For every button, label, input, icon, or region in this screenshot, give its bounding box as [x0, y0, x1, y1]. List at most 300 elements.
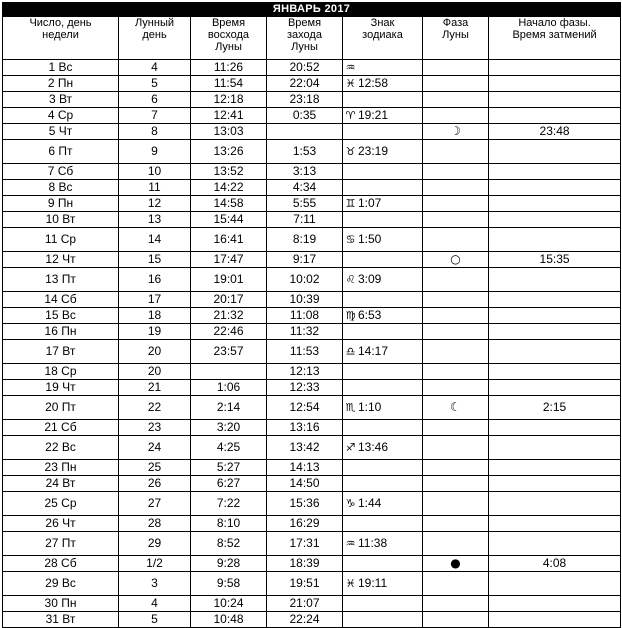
zodiac-cell [343, 252, 423, 268]
phase-cell [423, 476, 489, 492]
day-cell: 6 Пт [3, 140, 119, 164]
header-row [3, 17, 621, 60]
phase-cell [423, 556, 489, 572]
zodiac-time: 1:50 [358, 232, 382, 246]
phase-start-cell [489, 196, 621, 212]
day-cell: 30 Пн [3, 596, 119, 612]
day-cell: 7 Сб [3, 164, 119, 180]
day-cell: 19 Чт [3, 380, 119, 396]
moonrise-cell: 12:41 [191, 108, 267, 124]
phase-start-cell [489, 308, 621, 324]
day-cell: 25 Ср [3, 492, 119, 516]
pisces-icon: ♓ [345, 577, 356, 590]
moonset-cell: 18:39 [267, 556, 343, 572]
phase-start-cell [489, 180, 621, 196]
header-text: Луны [442, 29, 469, 41]
zodiac-cell [343, 180, 423, 196]
zodiac-cell [343, 308, 423, 324]
header-text: захода [287, 29, 322, 41]
day-cell: 1 Вс [3, 60, 119, 76]
lunar-day-cell: 16 [119, 268, 191, 292]
phase-start-cell [489, 436, 621, 460]
lunar-day-cell: 24 [119, 436, 191, 460]
calendar-rows [3, 60, 621, 628]
aquarius-icon: ♒ [345, 61, 356, 74]
phase-cell [423, 308, 489, 324]
zodiac-cell [343, 340, 423, 364]
moonrise-cell: 17:47 [191, 252, 267, 268]
moonrise-cell: 12:18 [191, 92, 267, 108]
phase-cell [423, 340, 489, 364]
moonset-cell: 7:11 [267, 212, 343, 228]
moonrise-cell: 11:26 [191, 60, 267, 76]
phase-start-cell [489, 532, 621, 556]
phase-start-cell [489, 228, 621, 252]
header-text: восхода [207, 29, 250, 41]
table-row [3, 516, 621, 532]
phase-start-cell [489, 596, 621, 612]
header-day-week [3, 17, 119, 60]
zodiac-time: 11:38 [358, 536, 388, 550]
full-moon-icon: ○ [450, 252, 461, 266]
moonset-cell: 14:50 [267, 476, 343, 492]
leo-icon: ♌ [345, 273, 356, 286]
zodiac-time: 19:21 [358, 108, 389, 122]
zodiac-cell [343, 612, 423, 628]
table-row [3, 556, 621, 572]
table-row [3, 596, 621, 612]
day-cell: 17 Вт [3, 340, 119, 364]
header-text: Луны [215, 41, 242, 53]
table-row [3, 364, 621, 380]
zodiac-time: 13:46 [358, 440, 389, 454]
phase-start-cell [489, 268, 621, 292]
moonset-cell: 4:34 [267, 180, 343, 196]
phase-cell [423, 396, 489, 420]
cancer-icon: ♋ [345, 233, 356, 246]
moonrise-cell: 9:28 [191, 556, 267, 572]
header-phase [423, 17, 489, 60]
moonset-cell: 14:13 [267, 460, 343, 476]
table-row [3, 140, 621, 164]
lunar-day-cell: 4 [119, 60, 191, 76]
zodiac-time: 19:11 [358, 576, 388, 590]
moonset-cell: 0:35 [267, 108, 343, 124]
lunar-day-cell: 5 [119, 76, 191, 92]
lunar-day-cell: 29 [119, 532, 191, 556]
moonset-cell: 8:19 [267, 228, 343, 252]
moonrise-cell: 22:46 [191, 324, 267, 340]
virgo-icon: ♍ [345, 309, 356, 322]
moonset-cell: 13:16 [267, 420, 343, 436]
phase-start-cell [489, 60, 621, 76]
table-row [3, 92, 621, 108]
table-row [3, 268, 621, 292]
phase-cell [423, 140, 489, 164]
zodiac-time: 12:58 [358, 76, 389, 90]
moonset-cell: 12:33 [267, 380, 343, 396]
aquarius-icon: ♒ [345, 537, 356, 550]
moonrise-cell: 23:57 [191, 340, 267, 364]
lunar-day-cell: 3 [119, 572, 191, 596]
phase-cell [423, 612, 489, 628]
zodiac-time: 1:07 [358, 196, 382, 210]
moonset-cell: 17:31 [267, 532, 343, 556]
moonset-cell: 23:18 [267, 92, 343, 108]
lunar-day-cell: 4 [119, 596, 191, 612]
zodiac-time: 1:44 [358, 496, 382, 510]
zodiac-cell [343, 164, 423, 180]
day-cell: 20 Пт [3, 396, 119, 420]
day-cell: 8 Вс [3, 180, 119, 196]
lunar-day-cell: 6 [119, 92, 191, 108]
title-row [3, 3, 621, 17]
phase-cell [423, 92, 489, 108]
lunar-day-cell: 28 [119, 516, 191, 532]
phase-cell [423, 596, 489, 612]
zodiac-cell [343, 76, 423, 92]
zodiac-cell [343, 324, 423, 340]
day-cell: 29 Вс [3, 572, 119, 596]
zodiac-time: 14:17 [358, 344, 389, 358]
zodiac-cell [343, 596, 423, 612]
moonset-cell: 21:07 [267, 596, 343, 612]
table-row [3, 164, 621, 180]
moonrise-cell: 15:44 [191, 212, 267, 228]
phase-cell [423, 268, 489, 292]
table-row [3, 612, 621, 628]
aries-icon: ♈ [345, 109, 356, 122]
header-text: день [142, 29, 167, 41]
day-cell: 28 Сб [3, 556, 119, 572]
table-row [3, 476, 621, 492]
table-row [3, 492, 621, 516]
first-quarter-icon: ☽ [450, 124, 461, 138]
zodiac-cell [343, 436, 423, 460]
moonrise-cell: 20:17 [191, 292, 267, 308]
moonrise-cell: 14:22 [191, 180, 267, 196]
phase-start-cell [489, 76, 621, 92]
table-row [3, 292, 621, 308]
phase-start-cell [489, 164, 621, 180]
table-row [3, 436, 621, 460]
header-text: Время [287, 17, 322, 29]
libra-icon: ♎ [345, 345, 356, 358]
header-zodiac [343, 17, 423, 60]
lunar-day-cell: 10 [119, 164, 191, 180]
phase-start-cell [489, 340, 621, 364]
moonset-cell: 12:13 [267, 364, 343, 380]
gemini-icon: ♊ [345, 197, 356, 210]
table-row [3, 108, 621, 124]
header-text: Лунный [134, 17, 175, 29]
lunar-calendar-table [2, 2, 621, 628]
day-cell: 9 Пн [3, 196, 119, 212]
day-cell: 4 Ср [3, 108, 119, 124]
moonrise-cell: 4:25 [191, 436, 267, 460]
moonrise-cell: 1:06 [191, 380, 267, 396]
capricorn-icon: ♑ [345, 497, 356, 510]
taurus-icon: ♉ [345, 145, 356, 158]
table-row [3, 380, 621, 396]
phase-cell [423, 60, 489, 76]
zodiac-time: 23:19 [358, 144, 389, 158]
moonrise-cell [191, 364, 267, 380]
header-moonrise [191, 17, 267, 60]
table-row [3, 60, 621, 76]
day-cell: 13 Пт [3, 268, 119, 292]
moonset-cell [267, 124, 343, 140]
lunar-day-cell: 20 [119, 340, 191, 364]
phase-cell [423, 420, 489, 436]
zodiac-cell [343, 268, 423, 292]
zodiac-cell [343, 556, 423, 572]
phase-start-cell [489, 420, 621, 436]
phase-start-cell [489, 380, 621, 396]
moonset-cell: 22:04 [267, 76, 343, 92]
zodiac-cell [343, 228, 423, 252]
table-row [3, 396, 621, 420]
zodiac-cell [343, 292, 423, 308]
table-row [3, 228, 621, 252]
zodiac-cell [343, 124, 423, 140]
lunar-day-cell: 13 [119, 212, 191, 228]
new-moon-icon: ● [450, 556, 461, 570]
moonset-cell: 3:13 [267, 164, 343, 180]
header-moonset [267, 17, 343, 60]
table-row [3, 532, 621, 556]
day-cell: 14 Сб [3, 292, 119, 308]
header-text: Луны [291, 41, 318, 53]
header-text: Начало фазы. [518, 17, 591, 29]
table-row [3, 460, 621, 476]
lunar-day-cell: 21 [119, 380, 191, 396]
moonset-cell: 11:53 [267, 340, 343, 364]
scorpio-icon: ♏ [345, 401, 356, 414]
zodiac-cell [343, 420, 423, 436]
moonset-cell: 22:24 [267, 612, 343, 628]
phase-start-cell [489, 460, 621, 476]
phase-cell [423, 108, 489, 124]
day-cell: 2 Пн [3, 76, 119, 92]
header-text: недели [42, 29, 79, 41]
lunar-day-cell: 19 [119, 324, 191, 340]
phase-cell [423, 364, 489, 380]
zodiac-cell [343, 396, 423, 420]
table-row [3, 252, 621, 268]
header-text: зодиака [362, 29, 403, 41]
moonset-cell: 5:55 [267, 196, 343, 212]
day-cell: 27 Пт [3, 532, 119, 556]
table-row [3, 180, 621, 196]
zodiac-cell [343, 516, 423, 532]
phase-cell [423, 124, 489, 140]
table-row [3, 420, 621, 436]
moonrise-cell: 19:01 [191, 268, 267, 292]
moonset-cell: 10:39 [267, 292, 343, 308]
moonrise-cell: 7:22 [191, 492, 267, 516]
moonset-cell: 16:29 [267, 516, 343, 532]
zodiac-cell [343, 196, 423, 212]
moonset-cell: 9:17 [267, 252, 343, 268]
moonset-cell: 11:32 [267, 324, 343, 340]
moonrise-cell: 13:52 [191, 164, 267, 180]
moonrise-cell: 21:32 [191, 308, 267, 324]
table-title: ЯНВАРЬ 2017 [3, 3, 621, 17]
lunar-day-cell: 18 [119, 308, 191, 324]
lunar-day-cell: 25 [119, 460, 191, 476]
header-text: Знак [370, 17, 395, 29]
moonrise-cell: 8:52 [191, 532, 267, 556]
zodiac-time: 3:09 [358, 272, 382, 286]
table-row [3, 212, 621, 228]
phase-start-cell [489, 492, 621, 516]
moonset-cell: 10:02 [267, 268, 343, 292]
table-row [3, 76, 621, 92]
header-text: Время [211, 17, 246, 29]
phase-start-cell: 15:35 [489, 252, 621, 268]
phase-start-cell [489, 364, 621, 380]
day-cell: 23 Пн [3, 460, 119, 476]
phase-cell [423, 164, 489, 180]
phase-start-cell: 4:08 [489, 556, 621, 572]
header-text: Число, день [29, 17, 92, 29]
day-cell: 12 Чт [3, 252, 119, 268]
day-cell: 26 Чт [3, 516, 119, 532]
phase-cell [423, 252, 489, 268]
table-row [3, 572, 621, 596]
moonset-cell: 12:54 [267, 396, 343, 420]
lunar-day-cell: 27 [119, 492, 191, 516]
moonset-cell: 13:42 [267, 436, 343, 460]
phase-start-cell [489, 476, 621, 492]
moonrise-cell: 5:27 [191, 460, 267, 476]
phase-cell [423, 76, 489, 92]
zodiac-cell [343, 140, 423, 164]
phase-cell [423, 324, 489, 340]
day-cell: 15 Вс [3, 308, 119, 324]
day-cell: 18 Ср [3, 364, 119, 380]
lunar-day-cell: 12 [119, 196, 191, 212]
phase-start-cell [489, 108, 621, 124]
moonrise-cell: 9:58 [191, 572, 267, 596]
moonrise-cell: 13:26 [191, 140, 267, 164]
sagittarius-icon: ♐ [345, 441, 356, 454]
phase-cell [423, 516, 489, 532]
lunar-day-cell: 23 [119, 420, 191, 436]
lunar-calendar [2, 2, 620, 628]
zodiac-time: 6:53 [358, 308, 382, 322]
lunar-day-cell: 7 [119, 108, 191, 124]
phase-start-cell: 23:48 [489, 124, 621, 140]
zodiac-time: 1:10 [358, 400, 382, 414]
phase-cell [423, 436, 489, 460]
moonrise-cell: 11:54 [191, 76, 267, 92]
phase-cell [423, 492, 489, 516]
day-cell: 31 Вт [3, 612, 119, 628]
moonset-cell: 20:52 [267, 60, 343, 76]
table-row [3, 324, 621, 340]
table-row [3, 308, 621, 324]
day-cell: 24 Вт [3, 476, 119, 492]
header-text: Время затмений [512, 29, 597, 41]
day-cell: 22 Вс [3, 436, 119, 460]
lunar-day-cell: 5 [119, 612, 191, 628]
lunar-day-cell: 8 [119, 124, 191, 140]
phase-start-cell: 2:15 [489, 396, 621, 420]
lunar-day-cell: 26 [119, 476, 191, 492]
phase-cell [423, 180, 489, 196]
lunar-day-cell: 9 [119, 140, 191, 164]
moonrise-cell: 13:03 [191, 124, 267, 140]
phase-start-cell [489, 212, 621, 228]
day-cell: 5 Чт [3, 124, 119, 140]
zodiac-cell [343, 60, 423, 76]
moonrise-cell: 10:48 [191, 612, 267, 628]
phase-cell [423, 228, 489, 252]
zodiac-cell [343, 476, 423, 492]
phase-start-cell [489, 140, 621, 164]
moonrise-cell: 3:20 [191, 420, 267, 436]
zodiac-cell [343, 572, 423, 596]
moonrise-cell: 8:10 [191, 516, 267, 532]
header-phase-start [489, 17, 621, 60]
zodiac-cell [343, 492, 423, 516]
zodiac-cell [343, 212, 423, 228]
day-cell: 10 Вт [3, 212, 119, 228]
zodiac-cell [343, 460, 423, 476]
zodiac-cell [343, 380, 423, 396]
lunar-day-cell: 14 [119, 228, 191, 252]
phase-start-cell [489, 612, 621, 628]
lunar-day-cell: 15 [119, 252, 191, 268]
phase-cell [423, 212, 489, 228]
header-lunar-day [119, 17, 191, 60]
lunar-day-cell: 1/2 [119, 556, 191, 572]
lunar-day-cell: 11 [119, 180, 191, 196]
phase-cell [423, 460, 489, 476]
phase-cell [423, 380, 489, 396]
phase-start-cell [489, 572, 621, 596]
phase-start-cell [489, 516, 621, 532]
moonrise-cell: 10:24 [191, 596, 267, 612]
table-row [3, 124, 621, 140]
day-cell: 11 Ср [3, 228, 119, 252]
last-quarter-icon: ☾ [450, 400, 461, 414]
lunar-day-cell: 22 [119, 396, 191, 420]
day-cell: 21 Сб [3, 420, 119, 436]
header-text: Фаза [442, 17, 469, 29]
zodiac-cell [343, 364, 423, 380]
phase-start-cell [489, 324, 621, 340]
moonset-cell: 1:53 [267, 140, 343, 164]
table-row [3, 340, 621, 364]
zodiac-cell [343, 92, 423, 108]
moonrise-cell: 16:41 [191, 228, 267, 252]
zodiac-cell [343, 108, 423, 124]
day-cell: 16 Пн [3, 324, 119, 340]
lunar-day-cell: 20 [119, 364, 191, 380]
phase-start-cell [489, 92, 621, 108]
pisces-icon: ♓ [345, 77, 356, 90]
moonrise-cell: 2:14 [191, 396, 267, 420]
zodiac-cell [343, 532, 423, 556]
lunar-day-cell: 17 [119, 292, 191, 308]
table-row [3, 196, 621, 212]
phase-cell [423, 292, 489, 308]
moonset-cell: 15:36 [267, 492, 343, 516]
phase-cell [423, 532, 489, 556]
